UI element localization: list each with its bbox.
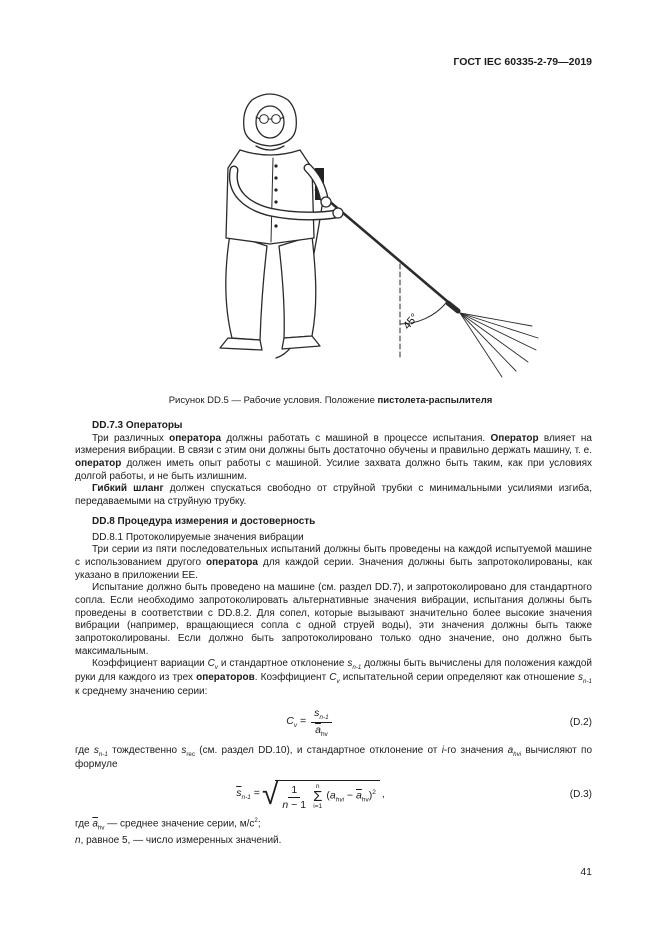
heading-dd81: DD.8.1 Протоколируемые значения вибрации [92,531,304,543]
body-text [75,420,592,848]
paragraph-n-equals: n, равное 5, — число измеренных значений. [75,834,282,846]
heading-dd73: DD.7.3 Операторы [92,420,183,431]
paragraph-series: Три серии из пяти последовательных испытаний должны быть проведены на каждой испытуемой машине с использованием другого оператора для каждой серии. Значения должны быть запротоколированы, как указано в приложении ЕЕ. [75,544,592,581]
formula-d2-numerator: $s_{n-1}$ [311,707,332,724]
right-boot [282,336,320,349]
formula-d2-expression [75,707,546,739]
angle-label: 45° [401,311,421,332]
water-spray [460,313,538,377]
front-hand [333,208,343,218]
rear-hand [321,197,331,207]
left-boot [220,338,262,350]
formula-d3-expression [75,780,546,811]
formula-d3-trailing: , [381,788,385,801]
formula-d2-fraction [311,707,332,739]
formula-d2 [75,707,592,739]
formula-d3-number: (D.3) [569,788,592,800]
figure-caption: Рисунок DD.5 — Рабочие условия. Положение пистолета-распылителя [168,395,493,406]
paragraph-coefficient: Коэффициент вариации $C_v$ и стандартное отклонение $s_{n-1}$ должны быть вычислены для положения каждой руки для каждого из трех операторов. Коэффициент $C_v$ испытательной серии определяют как отношение $s_{n-1}$ к среднему значению серии: [75,658,593,698]
formula-d2-denominator: $\overline{a}_{hv}$ [315,724,328,739]
operator-figure [70,86,591,386]
figure-dd5 [70,86,591,406]
formula-d3-sqrt [262,780,380,811]
summation-sign: n Σ i=1 [313,782,323,811]
heading-dd8: DD.8 Процедура измерения и достоверность [92,515,316,527]
formula-d3-fraction: $\frac{1}{n - 1}$ [282,783,307,811]
paragraph-operators: Три различных оператора должны работать с машиной в процессе испытания. Оператор влияет на измерения вибрации. В связи с этим они должны быть достаточно обучены и правильно держать машину, т. е. оператор должен иметь опыт работы с машиной. Усилие захвата должно быть таким, как при условиях долгой работы, и не быть излишним. [75,432,592,482]
left-leg [226,234,267,340]
formula-d3 [75,780,592,811]
right-leg [279,236,316,338]
formula-d3-lhs: $\overline{s}_{n-1}$ = [236,787,260,802]
doc-header: ГОСТ IEC 60335-2-79—2019 [453,56,592,68]
paragraph-where-a: где $\overline{a}_{hv}$ — среднее значение серии, $м/с^2$; [75,816,261,832]
paragraph-where-s: где $s_{n-1}$ тождественно $s_{rec}$ (см. раздел DD.10), и стандартное отклонение от i-го значения $a_{hvi}$ вычисляют по формуле [75,744,593,770]
formula-d2-lhs: $C_v$ = [286,715,307,730]
formula-d3-body: $(a_{hvi} - \overline{a}_{hv})^2$ [326,789,376,804]
paragraph-nozzles: Испытание должно быть проведено на машине (см. раздел DD.7), и запротоколировано для стандартного сопла. Если необходимо запротоколировать альтернативные значения вибрации, испытания должны быть проведены в соответствии с DD.8.2. Для сопел, которые вызывают значительно более высокие значения вибрации (например, вращающиеся сопла с одной струей воды), эти значения должны быть также запротоколированы. Если должно быть запротоколировано только одно значение, оно должно быть максимальным. [75,582,592,657]
radical-sign: √ [261,778,279,812]
page-number: 41 [580,866,592,878]
paragraph-hose: Гибкий шланг должен спускаться свободно от струйной трубки с минимальными усилиями изгиба, передаваемыми на струйную трубку. [75,483,592,508]
nozzle [448,303,458,311]
formula-d2-number: (D.2) [569,716,592,728]
